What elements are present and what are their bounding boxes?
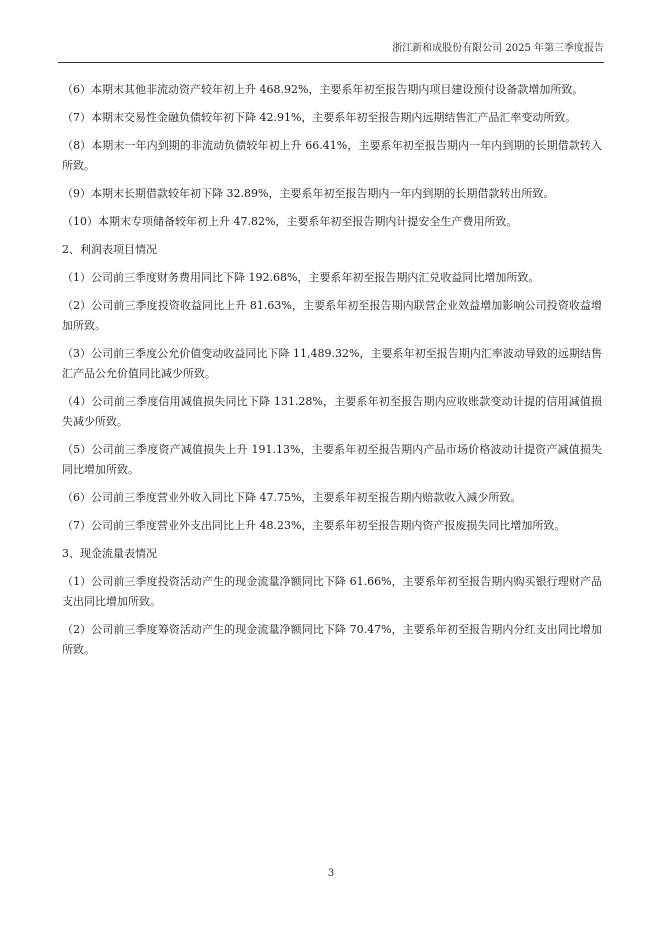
balance-item-10: （10）本期末专项储备较年初上升 47.82%，主要系年初至报告期内计提安全生产费用所致。 xyxy=(62,215,518,228)
page-number: 3 xyxy=(327,868,335,879)
income-item-1: （1）公司前三季度财务费用同比下降 192.68%，主要系年初至报告期内汇兑收益同比增加所致。 xyxy=(62,271,540,284)
income-section-title: 2、利润表项目情况 xyxy=(62,243,157,256)
cashflow-item-2: （2）公司前三季度筹资活动产生的现金流量净额同比下降 70.47%，主要系年初至报告期内分红支出同比增加所致。 xyxy=(62,623,602,656)
income-item-3: （3）公司前三季度公允价值变动收益同比下降 11,489.32%，主要系年初至报告期内汇率波动导致的远期结售汇产品公允价值同比减少所致。 xyxy=(62,347,602,380)
balance-item-6: （6）本期末其他非流动资产较年初上升 468.92%，主要系年初至报告期内项目建设预付设备款增加所致。 xyxy=(62,83,584,96)
balance-item-8: （8）本期末一年内到期的非流动负债较年初上升 66.41%，主要系年初至报告期内一年内到期的长期借款转入所致。 xyxy=(62,139,602,172)
cashflow-section-title: 3、现金流量表情况 xyxy=(62,547,157,560)
income-item-6: （6）公司前三季度营业外收入同比下降 47.75%，主要系年初至报告期内赔款收入减少所致。 xyxy=(62,491,522,504)
report-title: 浙江新和成股份有限公司 2025 年第三季度报告 xyxy=(392,43,604,54)
balance-item-7: （7）本期末交易性金融负债较年初下降 42.91%，主要系年初至报告期内远期结售汇产品汇率变动所致。 xyxy=(62,111,577,124)
income-item-4: （4）公司前三季度信用减值损失同比下降 131.28%，主要系年初至报告期内应收账款变动计提的信用减值损失减少所致。 xyxy=(62,395,602,428)
income-item-7: （7）公司前三季度营业外支出同比上升 48.23%，主要系年初至报告期内资产报废损失同比增加所致。 xyxy=(62,519,566,532)
cashflow-item-1: （1）公司前三季度投资活动产生的现金流量净额同比下降 61.66%，主要系年初至报告期内购买银行理财产品支出同比增加所致。 xyxy=(62,575,602,608)
income-item-2: （2）公司前三季度投资收益同比上升 81.63%，主要系年初至报告期内联营企业效益增加影响公司投资收益增加所致。 xyxy=(62,299,602,332)
page-header xyxy=(58,40,604,63)
page-content xyxy=(62,80,602,668)
income-item-5: （5）公司前三季度资产减值损失上升 191.13%，主要系年初至报告期内产品市场价格波动计提资产减值损失同比增加所致。 xyxy=(62,443,602,476)
balance-item-9: （9）本期末长期借款较年初下降 32.89%，主要系年初至报告期内一年内到期的长期借款转出所致。 xyxy=(62,187,555,200)
